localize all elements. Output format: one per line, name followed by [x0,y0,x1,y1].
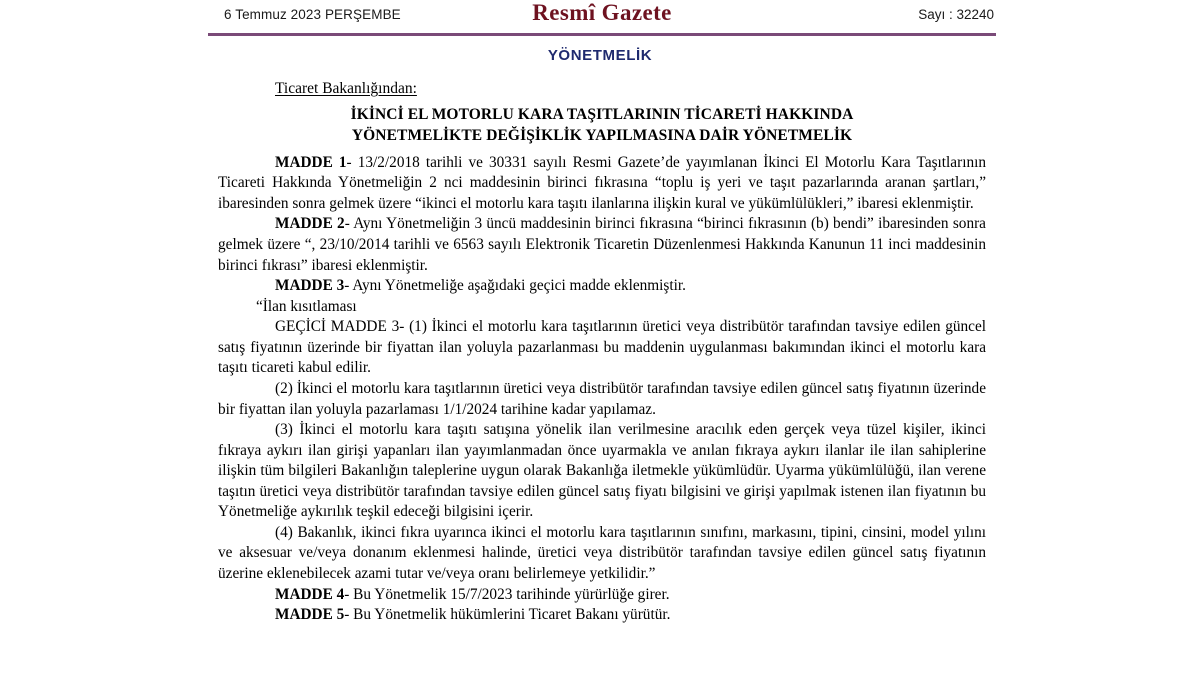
issue-number: Sayı : 32240 [918,7,994,22]
article-2-text: - Aynı Yönetmeliğin 3 üncü maddesinin birinci fıkrasına “birinci fıkrasının (b) bendi” ibaresinden sonra gelmek üzere “, 23/10/2014 tarihli ve 6563 sayılı Elektronik Ticaretin Düzenlenmesi Hakkında Kanunun 11 inci maddesinin birinci fıkrası” ibaresi eklenmiştir. [218,215,986,274]
article-1 [218,153,986,215]
masthead-row [208,0,996,30]
issuing-authority-label: Ticaret Bakanlığından: [275,80,417,97]
regulation-title-line-1: İKİNCİ EL MOTORLU KARA TAŞITLARININ TİCARETİ HAKKINDA [350,106,854,123]
section-heading: YÖNETMELİK [547,47,653,64]
article-3 [218,276,986,297]
provisional-clause-2: (2) İkinci el motorlu kara taşıtlarının üretici veya distribütör tarafından tavsiye edilen güncel satış fiyatının üzerinde bir fiyattan ilan yoluyla pazarlaması 1/1/2024 tarihine kadar yapılamaz. [218,379,986,418]
document-body [218,78,986,626]
provisional-clause-4: (4) Bakanlık, ikinci fıkra uyarınca ikinci el motorlu kara taşıtlarının sınıfını, markasını, tipini, cinsini, model yılını ve aksesuar ve/veya donanım eklenmesi halinde, üretici veya distribütör tarafından tavsiye edilen güncel satış fiyatının üzerine eklenebilecek azami tutar ve/veya oranı belirlemeye yetkilidir.” [218,523,986,582]
article-1-label: MADDE 1 [275,153,347,171]
regulation-title-line-2: YÖNETMELİKTE DEĞİŞİKLİK YAPILMASINA DAİR YÖNETMELİK [351,127,853,145]
issuing-authority [218,78,986,100]
article-2 [218,214,986,276]
provisional-clause-3: (3) İkinci el motorlu kara taşıtı satışına yönelik ilan verilmesine aracılık eden gerçek veya tüzel kişiler, ikinci fıkraya aykırı ilan girişi yapanları ilan yayımlanmadan önce uyarmakla ve anılan fıkraya aykırı ilanlar ile ilan sahiplerine ilişkin tüm bilgileri Bakanlığın taleplerine uygun olarak Bakanlığa iletmekle yükümlüdür. Uyarma yükümlülüğü, ilan verene taşıtın üretici veya distribütör tarafından tavsiye edilen güncel satış fiyatı bilgisini ve girişi yapılmak istenen ilan fiyatının bu Yönetmeliğe aykırılık teşkil edeceği bilgisini içerir. [218,421,986,521]
article-4-text: - Bu Yönetmelik 15/7/2023 tarihinde yürürlüğe girer. [344,585,670,603]
article-3-text: - Aynı Yönetmeliğe aşağıdaki geçici madde eklenmiştir. [344,277,686,295]
provisional-heading: “İlan kısıtlaması [256,297,357,315]
article-1-text: - 13/2/2018 tarihli ve 30331 sayılı Resmi Gazete’de yayımlanan İkinci El Motorlu Kara Taşıtlarının Ticareti Hakkında Yönetmeliğin 2 nci maddesinin birinci fıkrasına “toplu iş yeri ve taşıt pazarlarında aranan şartları,” ibaresinden sonra gelmek üzere “ikinci el motorlu kara taşıtı ilanlarına ilişkin kural ve yükümlülükleri,” ibaresi eklenmiştir. [218,153,986,212]
article-5-label: MADDE 5 [275,606,345,624]
article-4-label: MADDE 4 [275,585,345,603]
masthead-divider [208,33,996,36]
masthead [208,0,996,36]
provisional-article-3: GEÇİCİ MADDE 3- (1) İkinci el motorlu kara taşıtlarının üretici veya distribütör tarafından tavsiye edilen güncel satış fiyatının üzerinde bir fiyattan ilan yoluyla pazarlanması bu maddenin uygulanması bakımından ikinci el motorlu kara taşıtı ticareti kabul edilir. [218,318,986,377]
article-5 [218,605,986,626]
article-2-label: MADDE 2 [275,215,345,233]
article-5-text: - Bu Yönetmelik hükümlerini Ticaret Bakanı yürütür. [344,606,671,624]
gazette-title: Resmî Gazete [532,0,672,25]
regulation-title [218,104,986,147]
article-4 [218,585,986,606]
article-3-label: MADDE 3 [275,277,345,295]
publication-date: 6 Temmuz 2023 PERŞEMBE [224,7,401,22]
